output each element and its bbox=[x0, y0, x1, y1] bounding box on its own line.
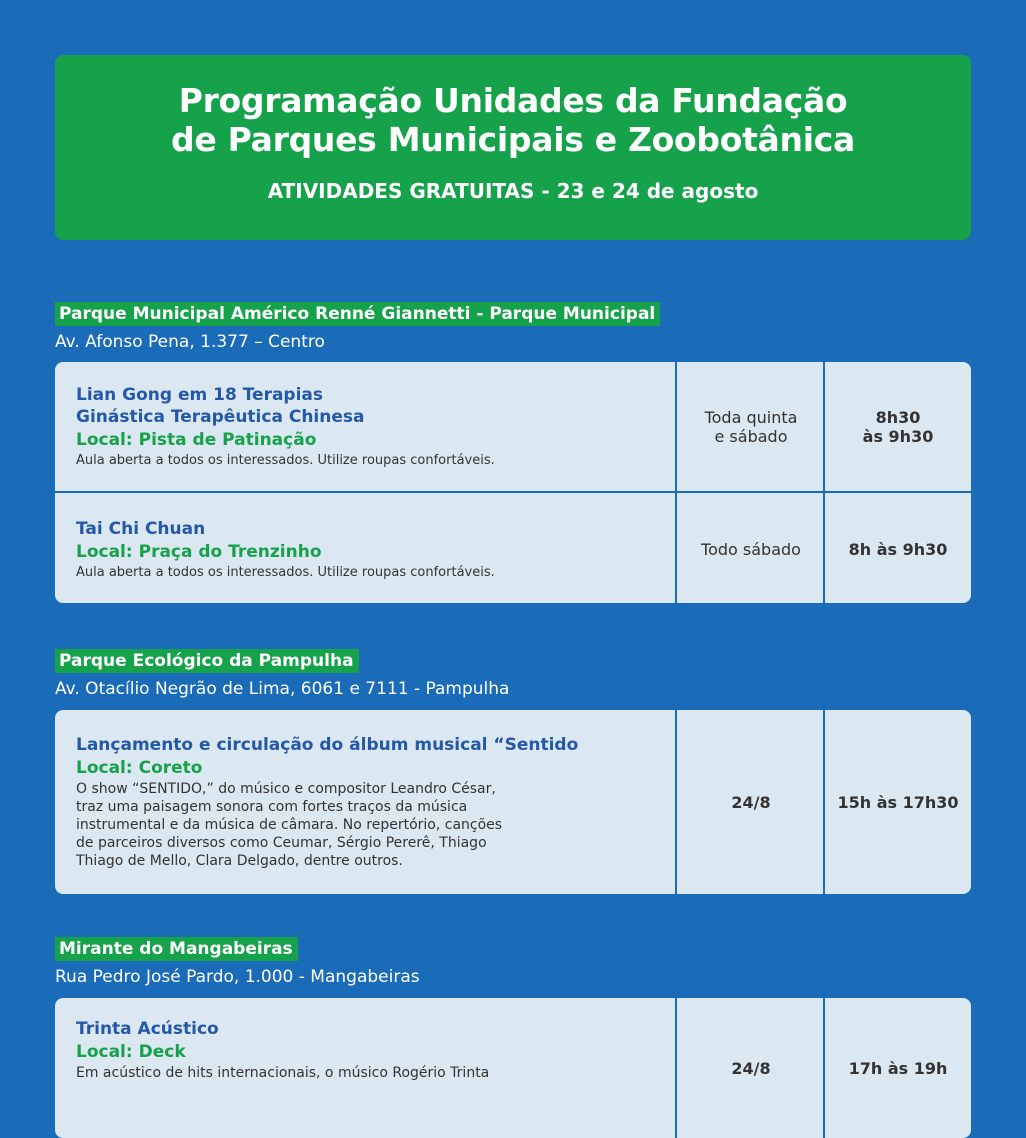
description-line: Thiago de Mello, Clara Delgado, dentre outros. bbox=[76, 853, 403, 869]
title-line-2: de Parques Municipais e Zoobotânica bbox=[171, 120, 855, 159]
activity-day: 24/8 bbox=[675, 998, 825, 1138]
description-line: de parceiros diversos como Ceumar, Sérgio Pererê, Thiago bbox=[76, 835, 487, 851]
activity-info bbox=[55, 493, 675, 603]
description-line: traz uma paisagem sonora com fortes traços da música bbox=[76, 799, 468, 815]
activity-description bbox=[76, 780, 675, 870]
activity-title-line: Lian Gong em 18 Terapias bbox=[76, 385, 324, 405]
table-row bbox=[55, 491, 971, 603]
activity-location: Local: Praça do Trenzinho bbox=[76, 541, 322, 562]
park-name: Parque Municipal Américo Renné Giannetti - Parque Municipal bbox=[55, 302, 660, 326]
activity-time: 15h às 17h30 bbox=[823, 710, 971, 894]
page-subtitle: ATIVIDADES GRATUITAS - 23 e 24 de agosto bbox=[267, 179, 759, 203]
activity-time: 17h às 19h bbox=[823, 998, 971, 1138]
activity-title: Trinta Acústico bbox=[76, 1019, 219, 1039]
park-name: Parque Ecológico da Pampulha bbox=[55, 649, 359, 673]
schedule-table bbox=[55, 710, 971, 894]
activity-title: Lançamento e circulação do álbum musical “Sentido bbox=[76, 735, 579, 755]
schedule-table bbox=[55, 362, 971, 603]
activity-location: Local: Pista de Patinação bbox=[76, 430, 317, 450]
activity-day bbox=[675, 362, 825, 491]
park-address: Av. Otacílio Negrão de Lima, 6061 e 7111 - Pampulha bbox=[55, 679, 510, 699]
table-row bbox=[55, 710, 971, 894]
activity-location: Local: Coreto bbox=[76, 758, 203, 778]
activity-time: 8h às 9h30 bbox=[823, 493, 971, 603]
activity-time bbox=[823, 362, 971, 491]
activity-location: Local: Deck bbox=[76, 1042, 186, 1062]
header-banner bbox=[55, 55, 971, 240]
park-address: Rua Pedro José Pardo, 1.000 - Mangabeiras bbox=[55, 967, 420, 987]
time-line: 8h30 bbox=[875, 407, 921, 427]
activity-title bbox=[76, 384, 675, 428]
activity-description: Aula aberta a todos os interessados. Utilize roupas confortáveis. bbox=[76, 564, 495, 580]
activity-info bbox=[55, 710, 675, 894]
activity-info bbox=[55, 362, 675, 491]
activity-info bbox=[55, 998, 675, 1138]
activity-description: Em acústico de hits internacionais, o músico Rogério Trinta bbox=[76, 1065, 490, 1081]
description-line: instrumental e da música de câmara. No repertório, canções bbox=[76, 817, 503, 833]
table-row bbox=[55, 362, 971, 491]
page-title bbox=[55, 81, 971, 159]
day-line: Toda quinta bbox=[704, 407, 798, 427]
activity-day: Todo sábado bbox=[675, 493, 825, 603]
table-row bbox=[55, 998, 971, 1138]
activity-day: 24/8 bbox=[675, 710, 825, 894]
park-name: Mirante do Mangabeiras bbox=[55, 937, 298, 961]
activity-title-line: Ginástica Terapêutica Chinesa bbox=[76, 407, 365, 427]
schedule-table bbox=[55, 998, 971, 1138]
day-line: e sábado bbox=[714, 426, 788, 446]
time-line: às 9h30 bbox=[862, 426, 934, 446]
activity-title: Tai Chi Chuan bbox=[76, 518, 206, 539]
activity-description: Aula aberta a todos os interessados. Utilize roupas confortáveis. bbox=[76, 453, 495, 468]
park-address: Av. Afonso Pena, 1.377 – Centro bbox=[55, 332, 325, 352]
title-line-1: Programação Unidades da Fundação bbox=[178, 81, 848, 120]
description-line: O show “SENTIDO,” do músico e compositor Leandro César, bbox=[76, 781, 496, 797]
